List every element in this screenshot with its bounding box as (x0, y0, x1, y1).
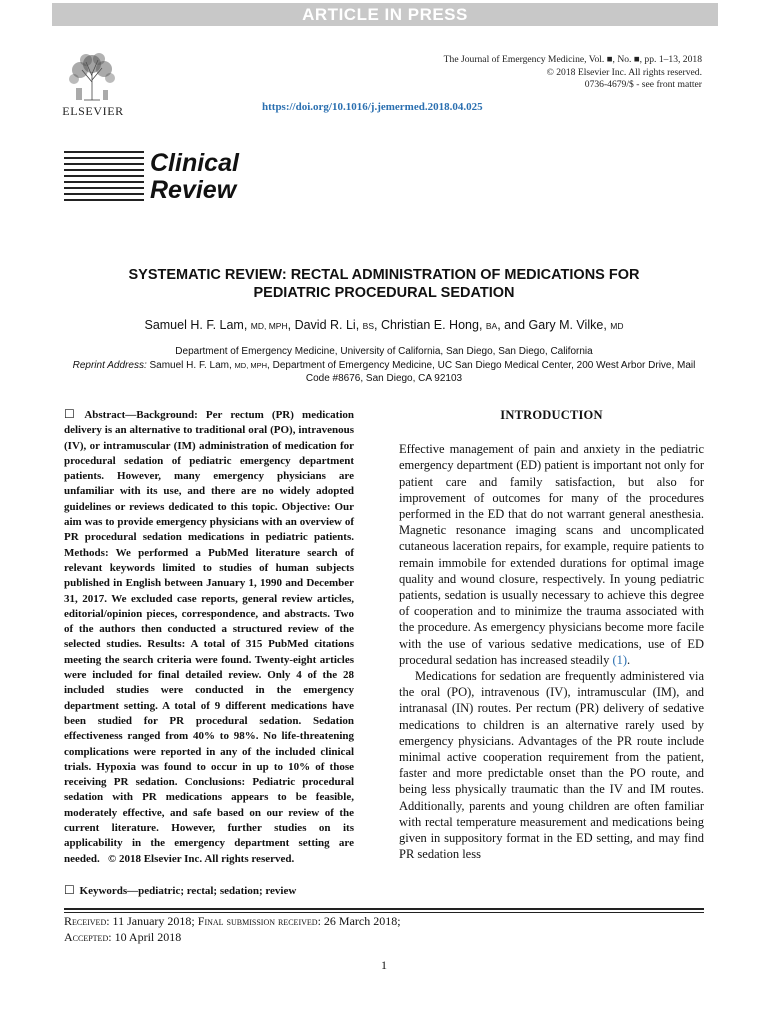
received-label: Received (64, 914, 107, 928)
reference-link[interactable]: (1) (612, 652, 628, 667)
author-name: Gary M. Vilke (528, 318, 604, 332)
paragraph-text: Effective management of pain and anxiety in the pediatric emergency department (ED) patient is important not only for patient care and family satisfaction, but also for improvement of outcomes for many of the procedures performed in the ED that do not warrant general anesthesia. Magnetic resonance imaging scans and uncomplicated cutaneous laceration repairs, for example, require patients to remain immobile for extended durations for optimal image quality and wound closure, respectively. In young pediatric patients, sedation is usually necessary to achieve this degree of cooperation and to minimize the trauma associated with the procedure. As emergency physicians become more facile with the use of various sedative medications, use of ED procedural sedation has increased steadily (399, 442, 704, 667)
author-degrees: MD (610, 321, 624, 331)
paragraph-end: . (627, 652, 631, 667)
introduction-paragraph-2: Medications for sedation are frequently administered via the oral (PO), intravenous (IV), intramuscular (IM), and intranasal (IN) routes. Per rectum (PR) delivery of sedative medications to children is an alternative rarely used by emergency physicians. Advantages of the PR route include minimal active cooperation requirement from the patient, faster and more predictable onset than the PO route, and being less physically traumatic than the IV and IM routes. Additionally, parents and young children are often familiar with rectal temperature measurement and medications being given in suppository format in the ED setting, and may find PR sedation less (399, 669, 704, 862)
received-date: : 11 January 2018; (106, 914, 195, 928)
journal-citation (444, 54, 702, 92)
abstract-copyright: © 2018 Elsevier Inc. All rights reserved. (108, 852, 295, 865)
abstract-column (64, 407, 354, 899)
introduction-heading: INTRODUCTION (500, 408, 603, 422)
reprint-label: Reprint Address: (72, 359, 147, 371)
reprint-degrees: MD, MPH (234, 360, 268, 370)
author-degrees: BS (362, 321, 375, 331)
footnote-divider (64, 908, 704, 910)
author-name: Christian E. Hong (380, 318, 479, 332)
checkbox-square-icon: ☐ (64, 407, 75, 421)
author-separator: , (287, 318, 295, 332)
abstract-text: Abstract—Background: Per rectum (PR) medication delivery is an alternative to traditional oral (PO), intravenous (IV), or intramuscular (IM) administration of medication for procedural sedation of pediatric emergency department patients. However, many emergency physicians are unfamiliar with its use, and there are no widely adopted guidelines or reviews dedicated to this topic. Objective: Our aim was to provide emergency physicians with an overview of PR procedural sedation medications in pediatric patients. Methods: We performed a PubMed literature search of relevant keywords limited to studies of human subjects published in English between January 1, 1990 and December 31, 2017. We excluded case reports, general review articles, editorial/opinion pieces, correspondence, and abstracts. Two of the authors then conducted a structured review of the selected studies. Results: A total of 315 PubMed citations meeting the search criteria were found. Twenty-eight articles were included for final detailed review. Only 4 of the 28 included studies were conducted in the emergency department setting. A total of 9 different medications have been studied for PR procedural sedation. Sedation effectiveness ranged from 40% to 98%. No life-threatening complications were reported in any of the included clinical trials. Hypoxia was found to occur in up to 10% of those receiving PR sedation. Conclusions: Pediatric procedural sedation with PR medications appears to be feasible, moderately effective, and safe based on our review of the current literature. However, further studies on its applicability in the emergency department setting are needed. (64, 409, 354, 865)
keywords (64, 883, 354, 899)
reprint-address (64, 359, 704, 386)
received-line (64, 913, 704, 929)
section-label-line2: Review (150, 176, 237, 204)
issn-line: 0736-4679/$ - see front matter (584, 79, 702, 90)
introduction-paragraph-1 (399, 441, 704, 668)
copyright-line: © 2018 Elsevier Inc. All rights reserved. (546, 66, 702, 78)
author-separator: , and (497, 318, 529, 332)
accepted-date: : 10 April 2018 (108, 930, 182, 944)
section-label-line1: Clinical (150, 149, 239, 177)
checkbox-square-icon: ☐ (64, 882, 75, 897)
dates-footnote (64, 913, 704, 945)
journal-citation-line: The Journal of Emergency Medicine, Vol. ■, No. ■, pp. 1–13, 2018 (443, 54, 702, 65)
author-degrees: MD, MPH (250, 321, 288, 331)
article-title-line2: PEDIATRIC PROCEDURAL SEDATION (253, 285, 515, 301)
author-separator: , (374, 318, 381, 332)
author-list: Samuel H. F. Lam, MD, MPH, David R. Li, BS, Christian E. Hong, BA, and Gary M. Vilke, MD (144, 318, 624, 332)
final-submission-label: Final submission received (197, 914, 318, 928)
abstract (64, 407, 354, 867)
introduction-column (399, 407, 704, 862)
reprint-name: Samuel H. F. Lam, (149, 359, 232, 371)
author-name: David R. Li (294, 318, 356, 332)
final-submission-date: : 26 March 2018; (317, 914, 401, 928)
accepted-line (64, 929, 704, 945)
article-title (64, 266, 704, 302)
keywords-text: Keywords—pediatric; rectal; sedation; review (79, 884, 297, 897)
accepted-label: Accepted (64, 930, 109, 944)
affiliations (64, 345, 704, 386)
article-title-line1: SYSTEMATIC REVIEW: RECTAL ADMINISTRATION OF MEDICATIONS FOR (128, 267, 640, 283)
reprint-address-text: , Department of Emergency Medicine, UC San Diego Medical Center, 200 West Arbor Drive, Mail Code #8676, San Diego, CA 92103 (267, 359, 696, 384)
author-name: Samuel H. F. Lam (144, 318, 244, 332)
publisher-name: ELSEVIER (62, 104, 124, 118)
department-affiliation: Department of Emergency Medicine, University of California, San Diego, San Diego, California (175, 346, 593, 357)
page-number: 1 (381, 958, 387, 972)
author-degrees: BA (485, 321, 498, 331)
section-label (150, 150, 239, 204)
section-rule-lines (64, 151, 144, 205)
article-in-press-banner: ARTICLE IN PRESS (52, 3, 718, 26)
doi-link[interactable]: https://doi.org/10.1016/j.jemermed.2018.04.025 (262, 101, 483, 113)
